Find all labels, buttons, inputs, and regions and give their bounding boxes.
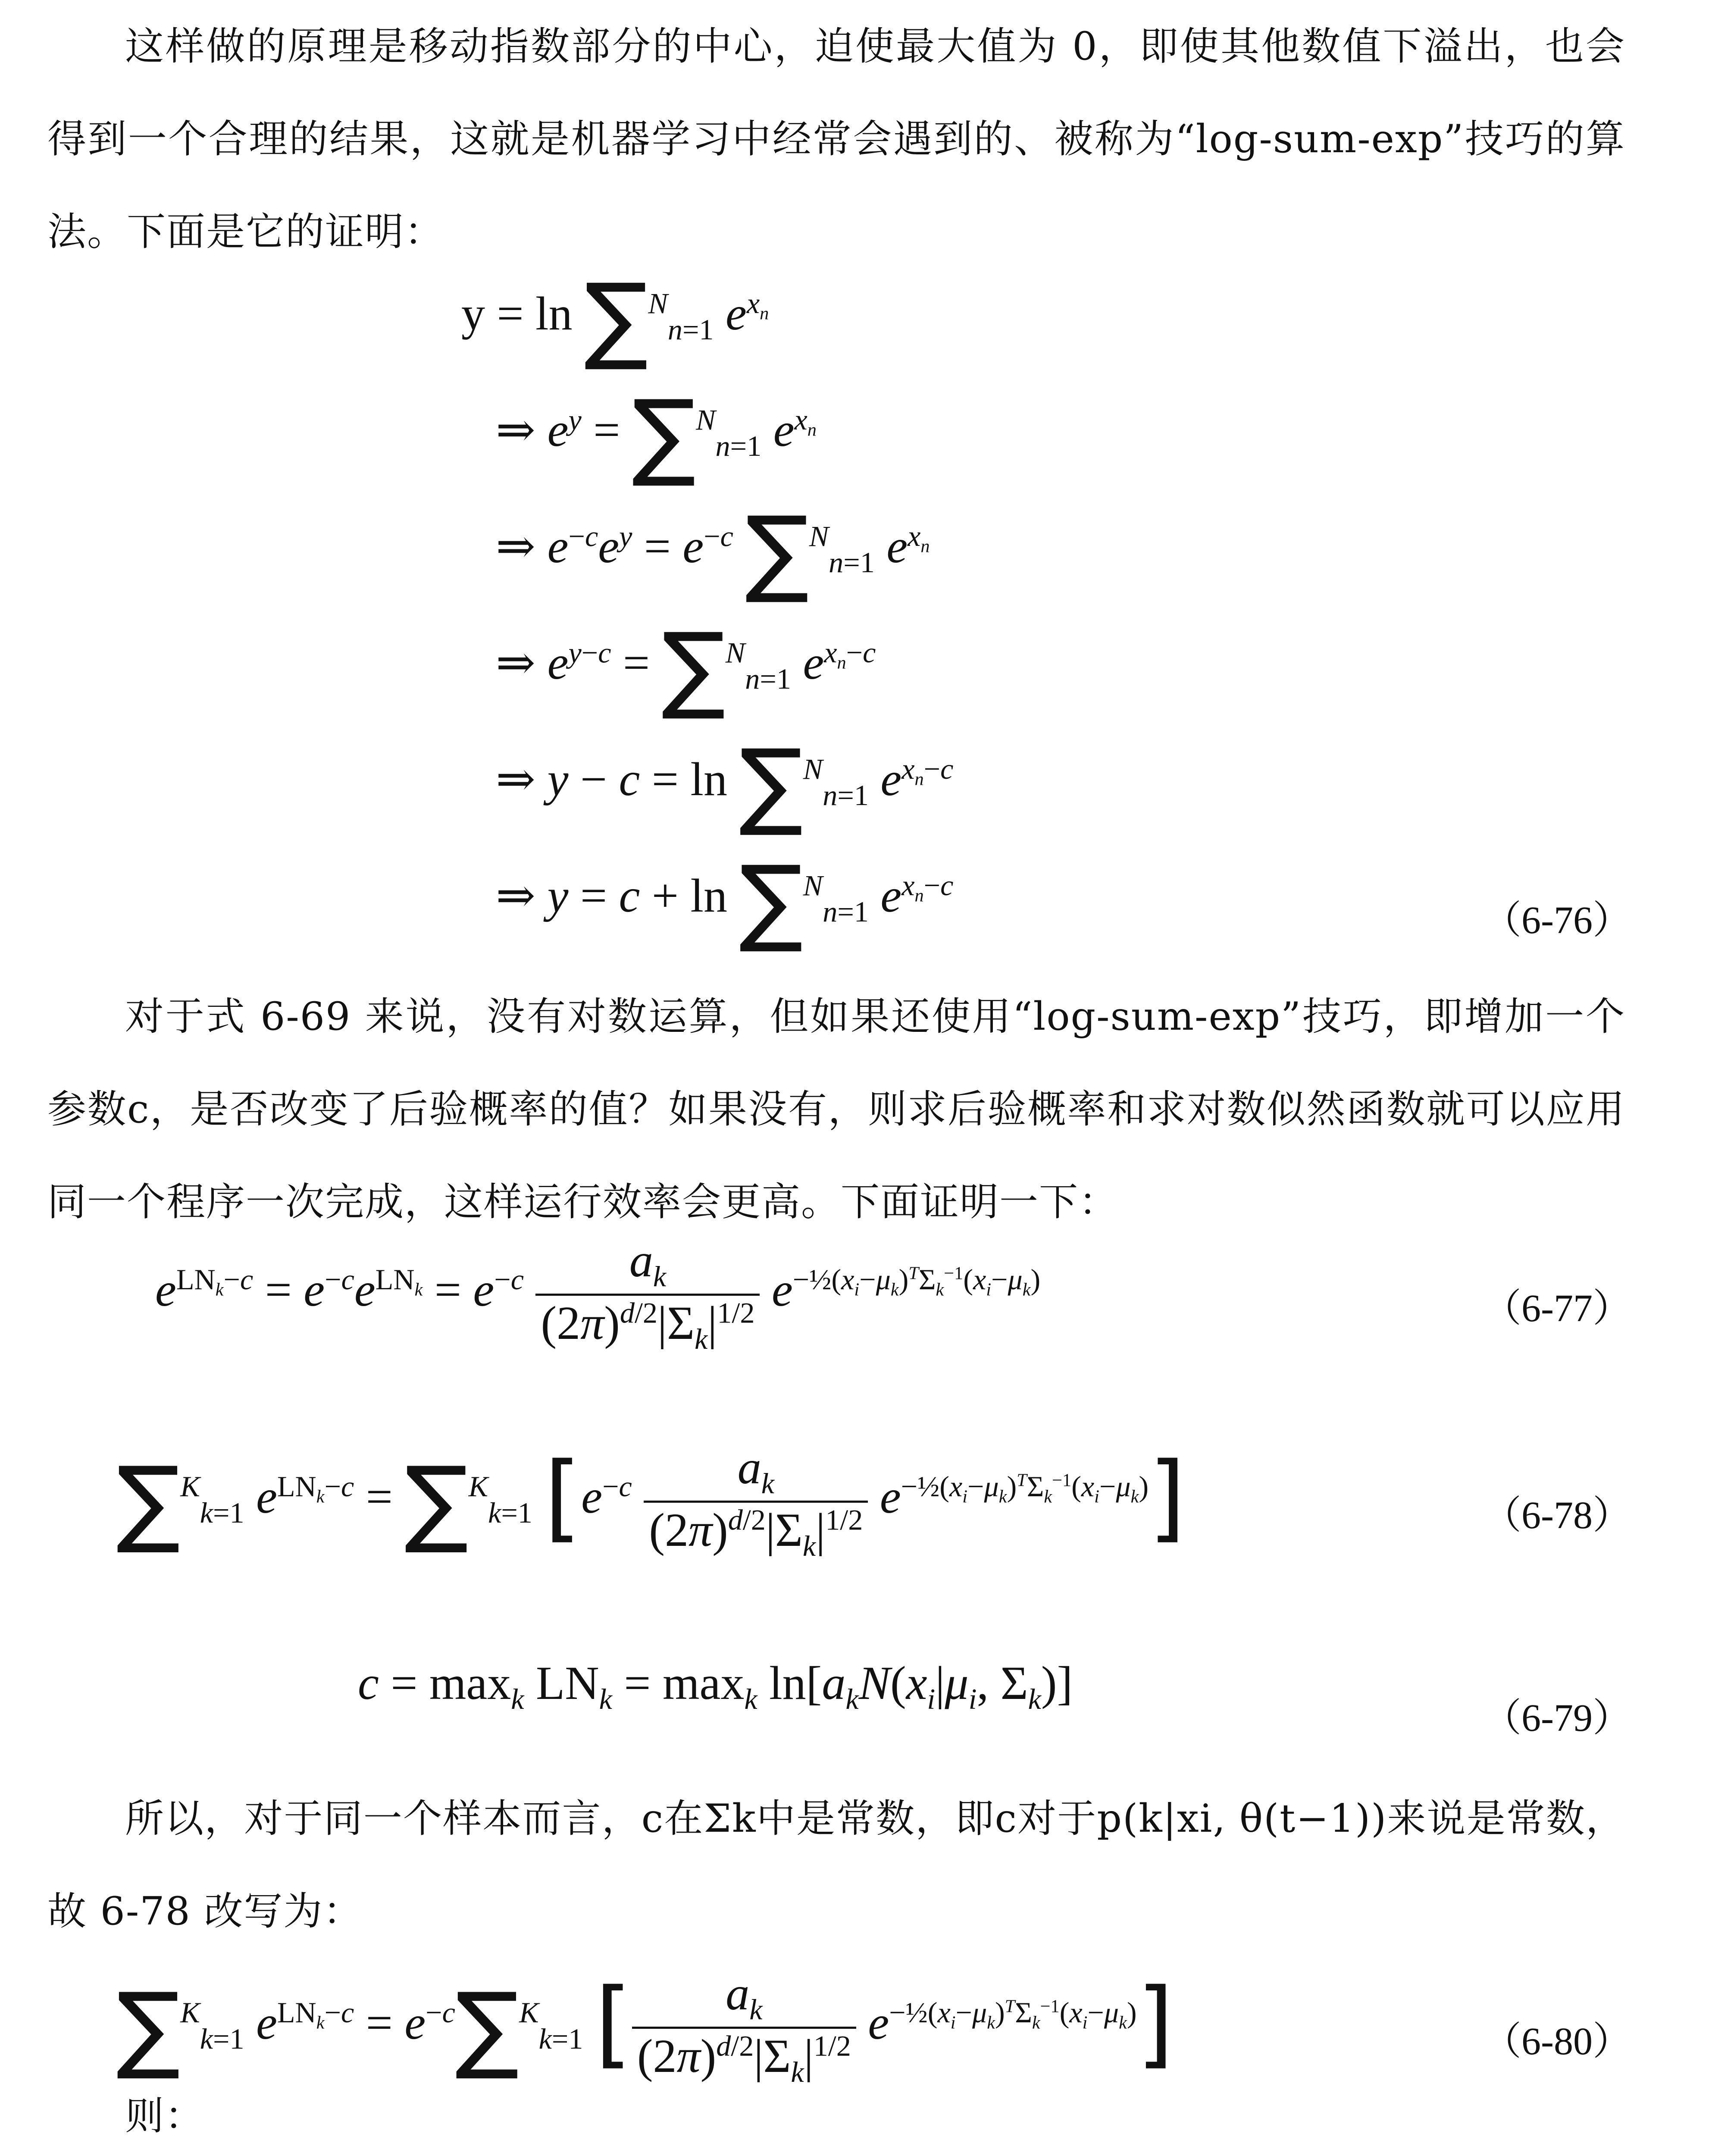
equation-number-6-77: （6-77） — [1483, 1287, 1631, 1330]
paragraph-intro: 这样做的原理是移动指数部分的中心，迫使最大值为 0，即使其他数值下溢出，也会得到一个合理的结果，这就是机器学习中经常会遇到的、被称为“log-sum-exp”技巧的算法。下面是它的证明： — [47, 24, 1625, 254]
derivation-line-3: ⇒ $e^{-c}e^y = e^{-c}$ ∑$^N_{n=1}$ $e^{x_n}$ — [496, 496, 930, 606]
derivation-line-4: ⇒ $e^{y-c} = \sum^N_{n=1}$ $e^{x_n-c}$ — [496, 612, 876, 723]
paragraph-constant: 所以，对于同一个样本而言，c在Σk中是常数，即c对于p(k|xi, θ(t−1))来说是常数，故 6-78 改写为： — [47, 1796, 1625, 1934]
derivation-line-2: ⇒ $e^y = \sum^N_{n=1}$ $e^{x_n}$ — [496, 379, 817, 490]
equation-number-6-80: （6-80） — [1483, 2020, 1631, 2063]
paragraph-question: 对于式 6-69 来说，没有对数运算，但如果还使用“log-sum-exp”技巧，即增加一个参数c，是否改变了后验概率的值？如果没有，则求后验概率和求对数似然函数就可以应用同一个程序一次完成，这样运行效率会更高。下面证明一下： — [47, 994, 1625, 1225]
equation-6-78: ∑$^K_{k=1}$ $e^{LN_k-c} = \sum^K_{k=1}$ [$e^{-c}$ $\frac{a_k}{(2\pi)^{d/2}|\Sigma_k|^{1/2}}$ $e^{-\frac{1}{2}(x_i-\mu_k)^T\Sigma_k^{-1}(x_i-\mu_k)}$] — [116, 1441, 1186, 1562]
derivation-line-6: ⇒ y = c + ln ∑$^N_{n=1}$ $e^{x_n-c}$ — [496, 845, 954, 956]
equation-6-80: ∑$^K_{k=1}$ $e^{LN_k-c} = e^{-c}\sum^K_{k=1}$ [ $\frac{a_k}{(2\pi)^{d/2}|\Sigma_k|^{1/2}}$ $e^{-\frac{1}{2}(x_i-\mu_k)^T\Sigma_k^{-1}(x_i-\mu_k)}$] — [116, 1967, 1174, 2088]
equation-number-6-76: （6-76） — [1483, 899, 1631, 942]
equation-number-6-78: （6-78） — [1483, 1494, 1631, 1537]
derivation-line-1: y = ln ∑$^N_{n=1}$ $e^{x_n}$ — [461, 263, 769, 373]
paragraph-then: 则： — [125, 2093, 204, 2139]
equation-6-79: $c = \max_k LN_k = \max_k \ln[a_kN(x_i|\mu_i$, $\Sigma_k$)] — [358, 1657, 1073, 1715]
equation-number-6-79: （6-79） — [1483, 1697, 1631, 1739]
derivation-line-5: ⇒ y − c = ln ∑$^N_{n=1}$ $e^{x_n-c}$ — [496, 729, 954, 839]
equation-6-77: $e^{LN_k-c} = e^{-c}e^{LN_k} = e^{-c}$ $\frac{a_k}{(2\pi)^{d/2}|\Sigma_k|^{1/2}}$ $e^{-\frac{1}{2}(x_i-\mu_k)^T\Sigma_k^{-1}(x_i-\mu_k)}$ — [155, 1234, 1041, 1355]
